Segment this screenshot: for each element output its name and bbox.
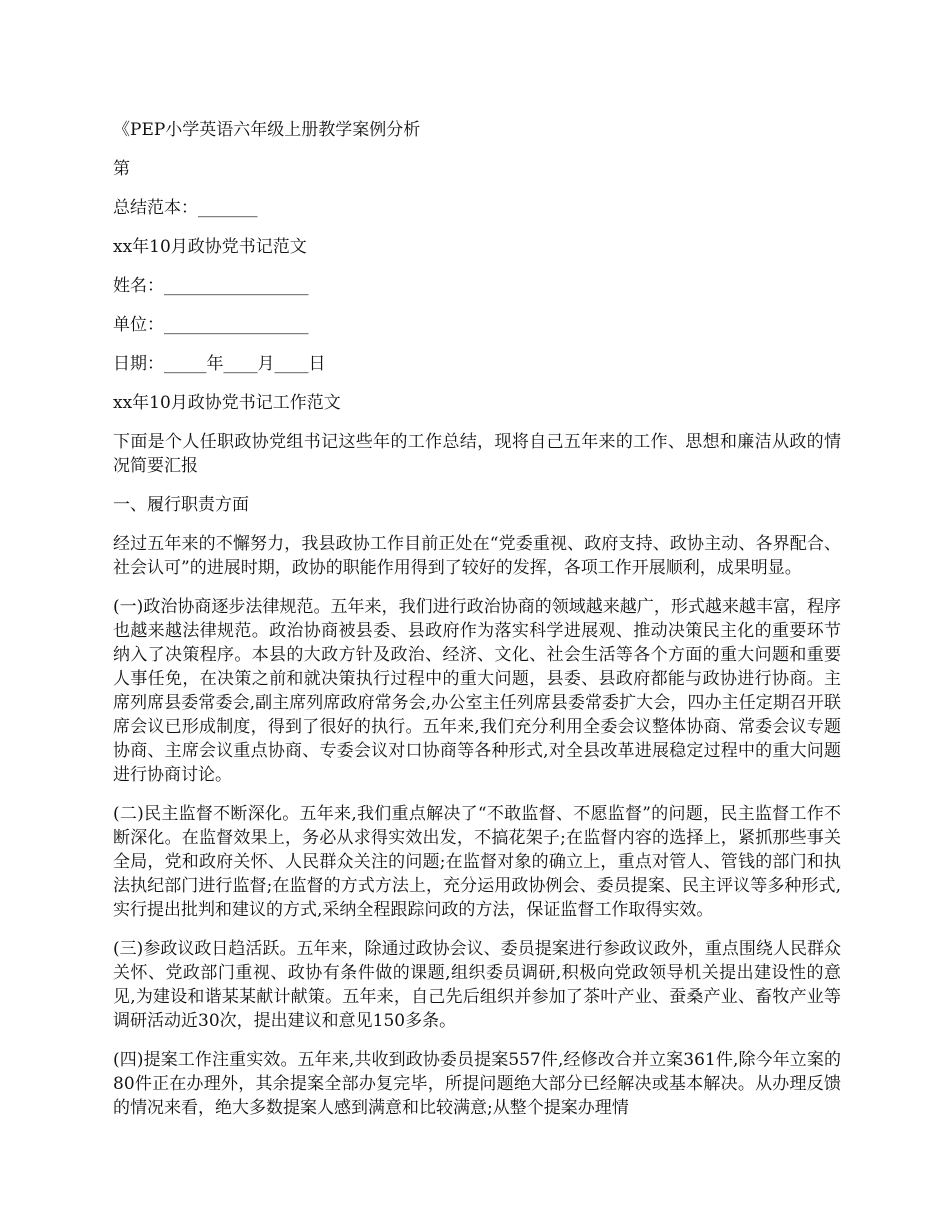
paragraph-democratic-supervision: (二)民主监督不断深化。五年来,我们重点解决了“不敢监督、不愿监督”的问题，民主监督工作不断深化。在监督效果上，务必从求得实效出发，不搞花架子;在监督内容的选择上，紧抓那些事关全局，党和政府关怀、人民群众关注的问题;在监督对象的确立上，重点对管人、管钱的部门和执法执纪部门进行监督;在监督的方式方法上，充分运用政协例会、委员提案、民主评议等多种形式,实行提出批判和建议的方式,采纳全程跟踪问政的方法，保证监督工作取得实效。 (113, 804, 841, 920)
work-title: xx年10月政协党书记工作范文 (113, 393, 341, 413)
document-subtitle: xx年10月政协党书记范文 (113, 237, 307, 257)
section-heading: 一、履行职责方面 (113, 495, 249, 515)
document-page (113, 118, 841, 1135)
name-field: 姓名：_________________ (113, 276, 309, 296)
summary-label: 总结范本：_______ (113, 198, 258, 218)
unit-field: 单位：_________________ (113, 315, 309, 335)
paragraph-1: 经过五年来的不懈努力，我县政协工作目前正处在“党委重视、政府支持、政协主动、各界配合、社会认可”的进展时期，政协的职能作用得到了较好的发挥，各项工作开展顺利，成果明显。 (113, 534, 841, 578)
document-title: 《PEP小学英语六年级上册教学案例分析 (113, 120, 421, 140)
date-field: 日期：_____年____月____日 (113, 354, 326, 374)
paragraph-participation: (三)参政议政日趋活跃。五年来，除通过政协会议、委员提案进行参政议政外，重点围绕人民群众关怀、党政部门重视、政协有条件做的课题,组织委员调研,积极向党政领导机关提出建设性的意见,为建设和谐某某献计献策。五年来，自己先后组织并参加了茶叶产业、蚕桑产业、畜牧产业等调研活动近30次，提出建议和意见150多条。 (113, 939, 841, 1031)
paragraph-proposals: (四)提案工作注重实效。五年来,共收到政协委员提案557件,经修改合并立案361件,除今年立案的80件正在办理外，其余提案全部办复完毕，所提问题绝大部分已经解决或基本解决。从办理反馈的情况来看，绝大多数提案人感到满意和比较满意;从整个提案办理情 (113, 1050, 841, 1118)
intro-paragraph: 下面是个人任职政协党组书记这些年的工作总结，现将自己五年来的工作、思想和廉洁从政的情况简要汇报 (113, 432, 841, 476)
paragraph-political-consultation: (一)政治协商逐步法律规范。五年来，我们进行政治协商的领域越来越广，形式越来越丰富，程序也越来越法律规范。政治协商被县委、县政府作为落实科学进展观、推动决策民主化的重要环节纳入了决策程序。本县的大政方针及政治、经济、文化、社会生活等各个方面的重大问题和重要人事任免，在决策之前和就决策执行过程中的重大问题，县委、县政府都能与政协进行协商。主席列席县委常委会,副主席列席政府常务会,办公室主任列席县委常委扩大会，四办主任定期召开联席会议已形成制度，得到了很好的执行。五年来,我们充分利用全委会议整体协商、常委会议专题协商、主席会议重点协商、专委会议对口协商等各种形式,对全县改革进展稳定过程中的重大问题进行协商讨论。 (113, 597, 841, 785)
chapter-marker: 第 (113, 159, 130, 179)
